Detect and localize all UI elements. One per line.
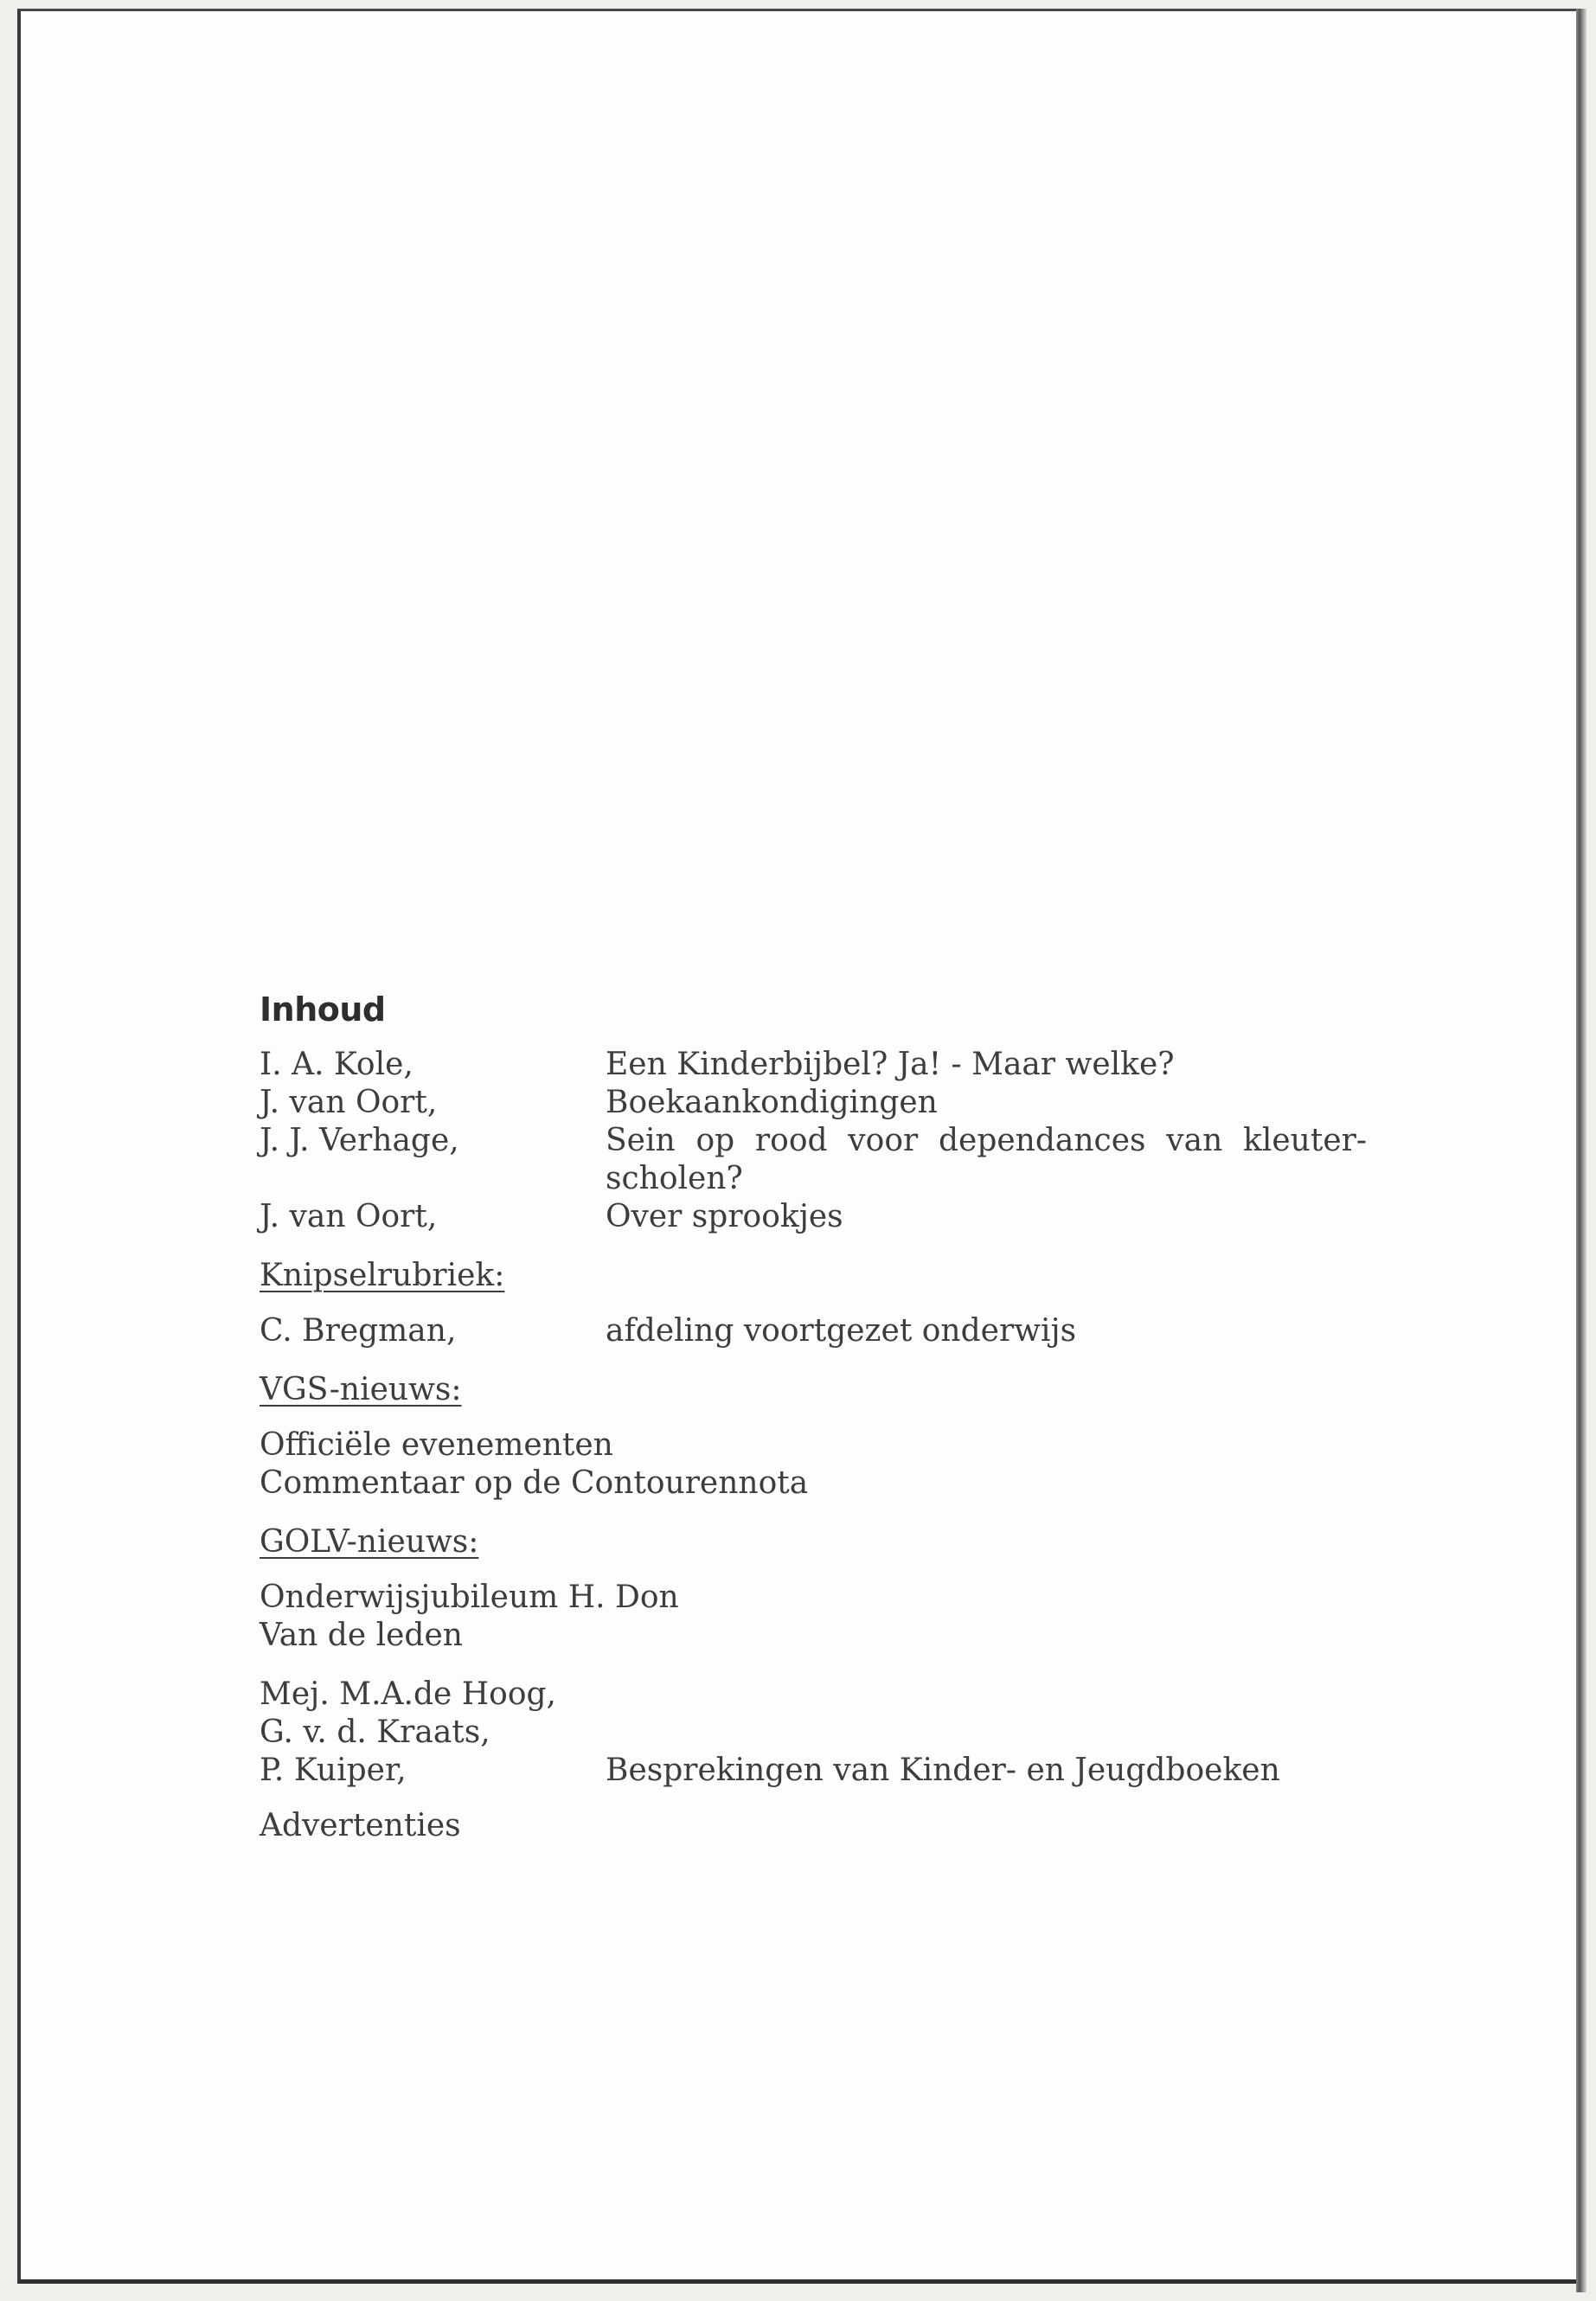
section-label-knipselrubriek: Knipselrubriek: [260,1258,505,1293]
toc-author: J. van Oort, [260,1085,438,1120]
section-label-golv-nieuws: GOLV-nieuws: [260,1524,479,1560]
page-edge [1576,9,1586,2292]
toc-entry [260,1198,1384,1236]
section-label-vgs-nieuws: VGS-nieuws: [260,1372,462,1407]
toc-title: Over sprookjes [606,1199,843,1234]
toc-item-advertenties: Advertenties [260,1808,461,1843]
review-author: Mej. M.A.de Hoog, [260,1676,556,1712]
toc-entry [260,1752,1384,1790]
toc-entry [260,1046,1384,1084]
toc-item: Commentaar op de Contourennota [260,1465,809,1501]
table-of-contents [260,990,1384,1845]
review-author: G. v. d. Kraats, [260,1715,490,1750]
toc-title-block [606,1122,1367,1198]
toc-author: I. A. Kole, [260,1047,413,1082]
toc-heading: Inhoud [260,990,386,1029]
toc-title: Besprekingen van Kinder- en Jeugdboeken [606,1753,1280,1788]
toc-author: J. J. Verhage, [260,1123,459,1158]
toc-title: Een Kinderbijbel? Ja! - Maar welke? [606,1047,1175,1082]
toc-title: Sein op rood voor dependances van kleuter- [606,1123,1367,1158]
toc-title: Boekaankondigingen [606,1085,938,1120]
toc-author: J. van Oort, [260,1199,438,1234]
toc-item: Officiële evenementen [260,1427,613,1463]
toc-item: Onderwijsjubileum H. Don [260,1580,679,1615]
toc-title: afdeling voortgezet onderwijs [606,1313,1077,1349]
toc-entry [260,1122,1384,1198]
toc-entry [260,1312,1384,1350]
toc-title-continuation: scholen? [606,1161,743,1196]
review-author: P. Kuiper, [260,1753,407,1788]
toc-item: Van de leden [260,1618,463,1653]
toc-author: C. Bregman, [260,1313,457,1349]
toc-entry [260,1084,1384,1122]
